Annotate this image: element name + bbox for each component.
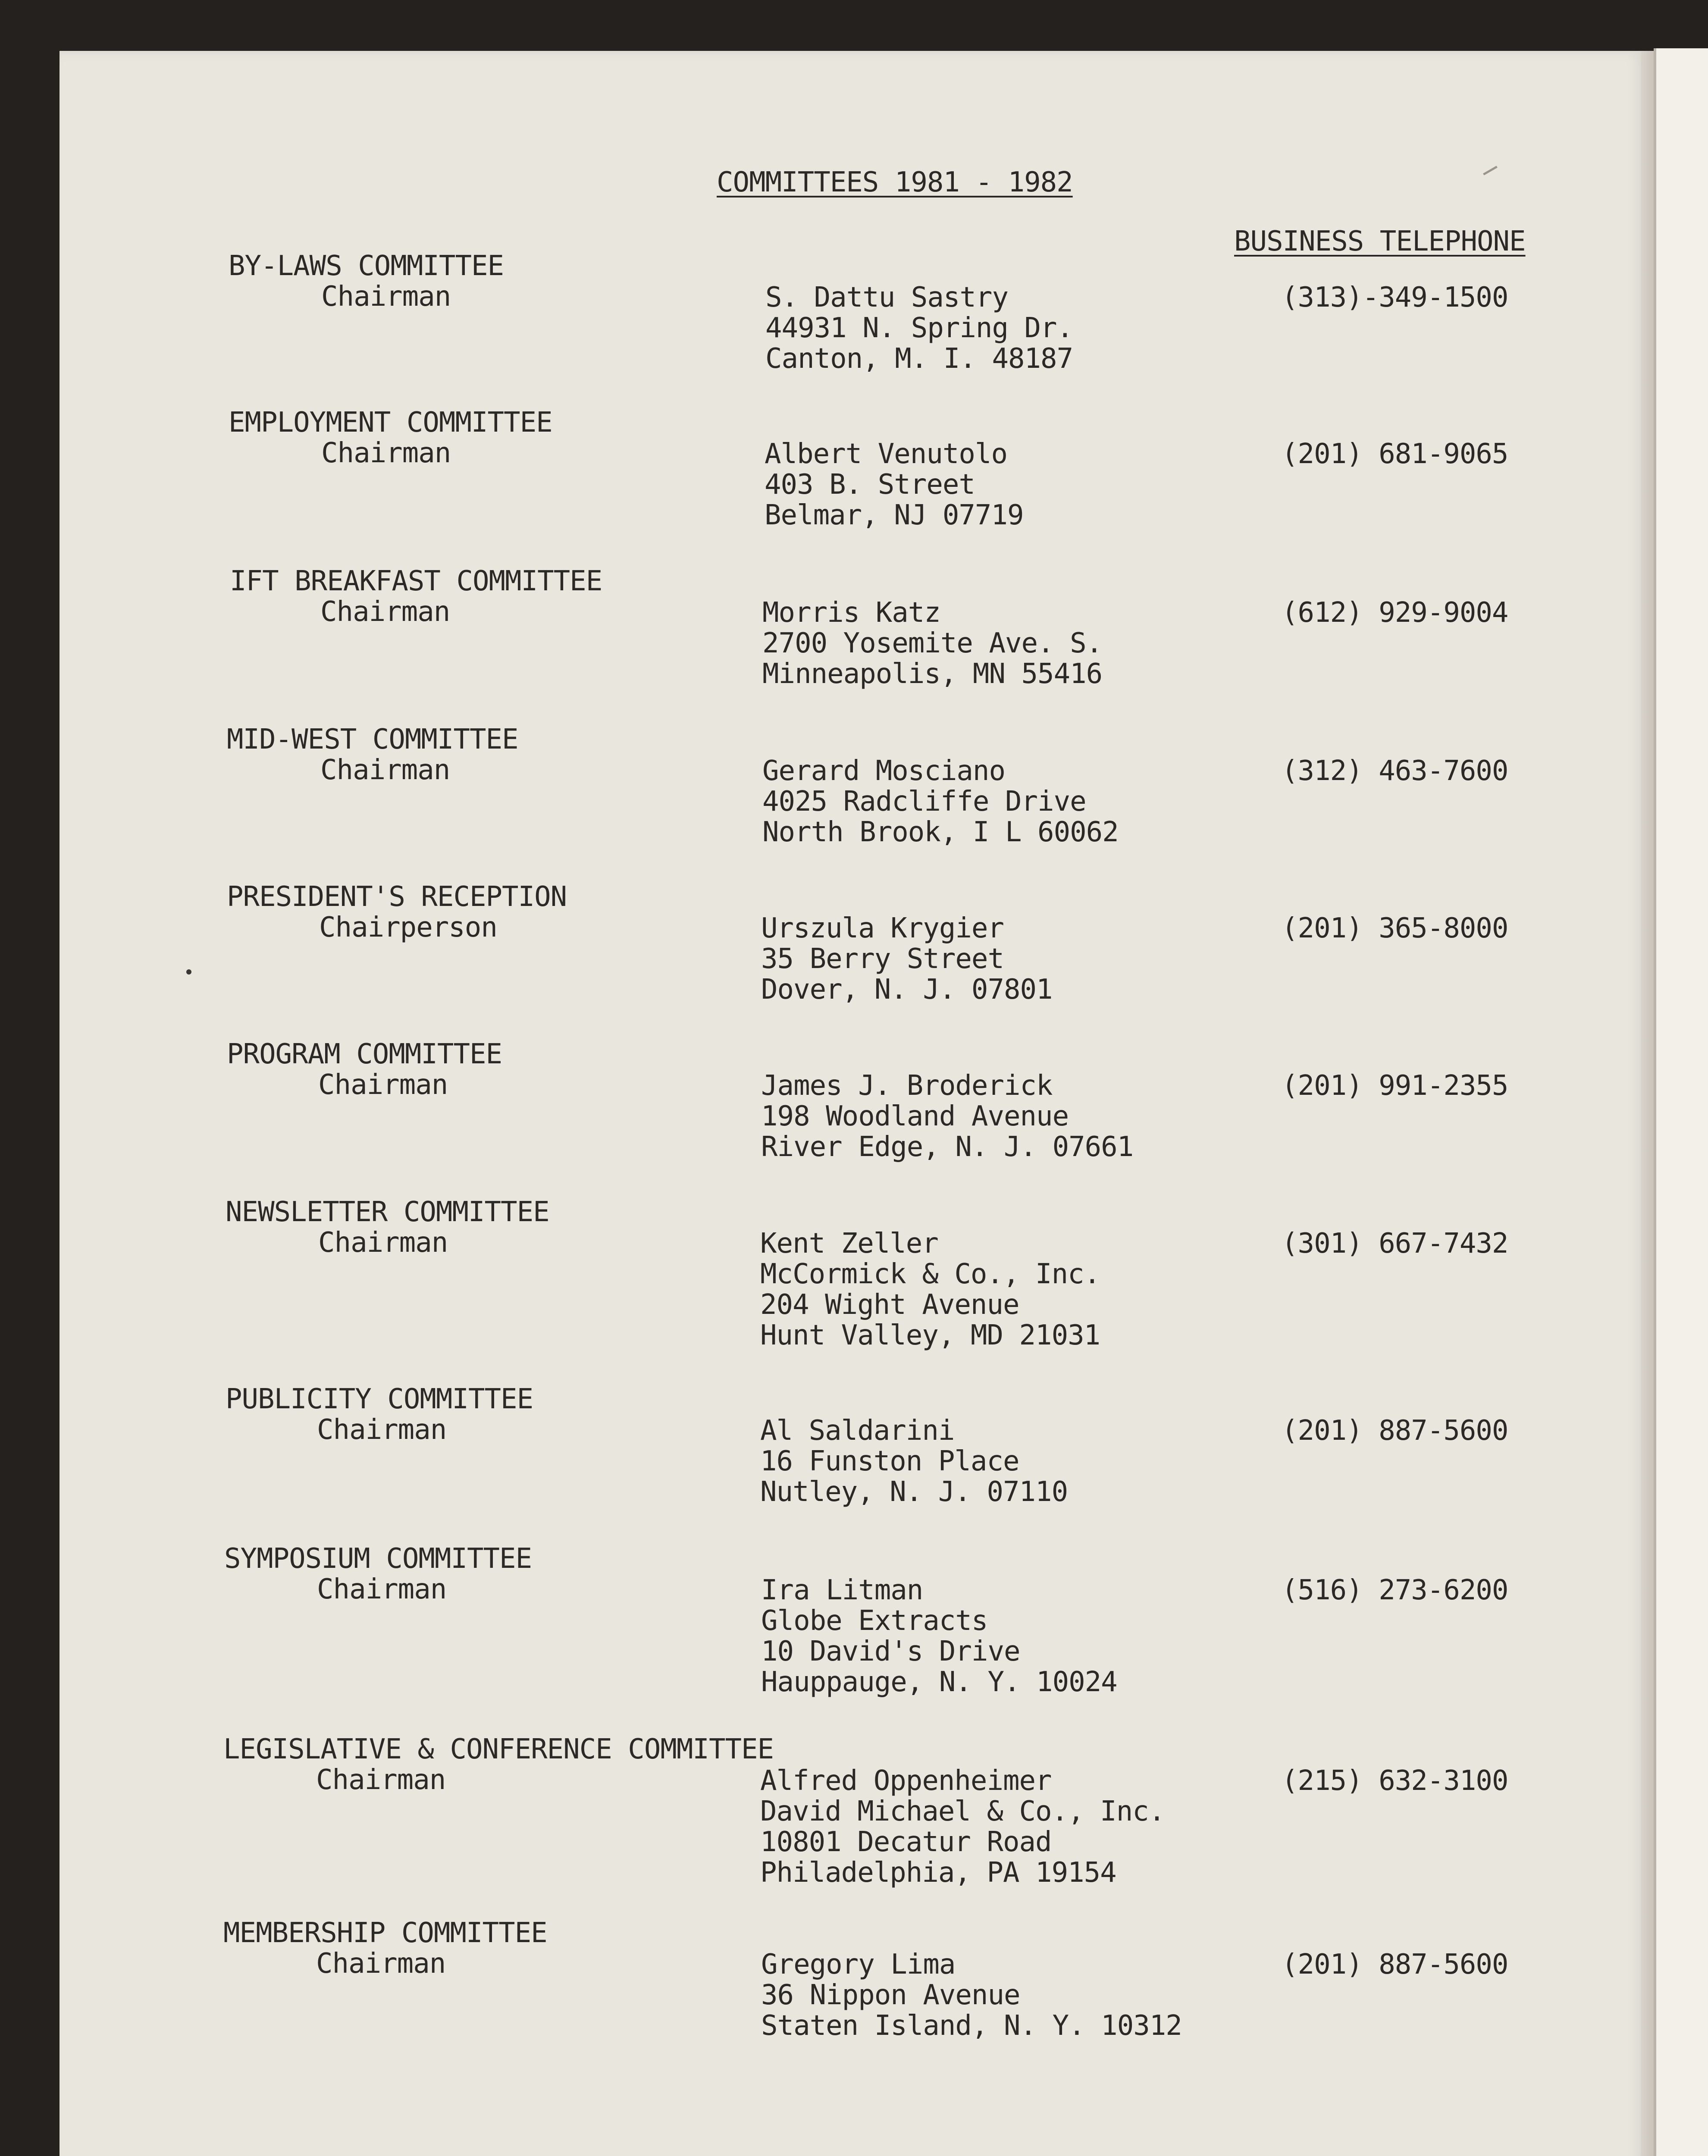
- chair-name: Gregory Lima: [761, 1949, 956, 1981]
- chair-address-line: Globe Extracts: [761, 1605, 988, 1637]
- committee-role: Chairman: [317, 1573, 447, 1605]
- chair-name: Ira Litman: [761, 1574, 923, 1606]
- chair-address-line: 10801 Decatur Road: [760, 1826, 1052, 1858]
- business-telephone: (312) 463-7600: [1282, 755, 1508, 787]
- chair-name: Gerard Mosciano: [762, 755, 1005, 787]
- committee-name: MEMBERSHIP COMMITTEE: [223, 1917, 547, 1949]
- committee-name: EMPLOYMENT COMMITTEE: [229, 407, 552, 439]
- committee-name: IFT BREAKFAST COMMITTEE: [230, 565, 602, 597]
- chair-name: Alfred Oppenheimer: [760, 1765, 1052, 1797]
- committee-name: LEGISLATIVE & CONFERENCE COMMITTEE: [223, 1733, 774, 1765]
- business-telephone: (201) 887-5600: [1282, 1949, 1508, 1981]
- business-telephone: (201) 365-8000: [1282, 912, 1508, 944]
- chair-address-line: Philadelphia, PA 19154: [760, 1857, 1116, 1889]
- chair-address-line: River Edge, N. J. 07661: [761, 1131, 1134, 1163]
- chair-address-line: David Michael & Co., Inc.: [760, 1796, 1165, 1827]
- chair-address-line: Canton, M. I. 48187: [765, 343, 1073, 375]
- paper-speck: [186, 969, 191, 975]
- committee-role: Chairman: [321, 281, 451, 313]
- chair-address-line: 2700 Yosemite Ave. S.: [762, 627, 1103, 659]
- chair-address-line: North Brook, I L 60062: [762, 816, 1119, 848]
- committee-role: Chairman: [316, 1764, 446, 1796]
- chair-address-line: Hauppauge, N. Y. 10024: [761, 1666, 1117, 1698]
- business-telephone: (516) 273-6200: [1282, 1574, 1508, 1606]
- chair-address-line: 4025 Radcliffe Drive: [762, 786, 1086, 818]
- phone-column-header: BUSINESS TELEPHONE: [1234, 226, 1526, 257]
- business-telephone: (201) 681-9065: [1282, 438, 1508, 470]
- committee-name: NEWSLETTER COMMITTEE: [226, 1196, 549, 1228]
- chair-address-line: McCormick & Co., Inc.: [760, 1258, 1100, 1290]
- chair-address-line: 10 David's Drive: [761, 1636, 1020, 1667]
- committee-role: Chairman: [320, 596, 450, 628]
- adjacent-page-edge: [1654, 48, 1708, 2156]
- chair-name: James J. Broderick: [761, 1070, 1053, 1102]
- committee-name: BY-LAWS COMMITTEE: [229, 250, 504, 282]
- chair-address-line: Dover, N. J. 07801: [761, 974, 1053, 1006]
- committee-role: Chairman: [316, 1948, 446, 1980]
- committee-name: SYMPOSIUM COMMITTEE: [224, 1543, 532, 1575]
- committee-name: PUBLICITY COMMITTEE: [226, 1383, 533, 1415]
- chair-address-line: Staten Island, N. Y. 10312: [761, 2010, 1182, 2042]
- chair-name: Al Saldarini: [760, 1415, 955, 1447]
- chair-name: Albert Venutolo: [765, 438, 1007, 470]
- committee-role: Chairman: [321, 437, 451, 469]
- business-telephone: (313)-349-1500: [1282, 282, 1508, 313]
- chair-name: S. Dattu Sastry: [765, 282, 1008, 313]
- chair-address-line: 35 Berry Street: [761, 943, 1004, 975]
- business-telephone: (201) 991-2355: [1282, 1070, 1508, 1102]
- chair-address-line: 44931 N. Spring Dr.: [765, 312, 1073, 344]
- page-edge: [1641, 51, 1654, 2156]
- chair-address-line: 16 Funston Place: [760, 1445, 1019, 1477]
- chair-address-line: 36 Nippon Avenue: [761, 1979, 1020, 2011]
- chair-address-line: Minneapolis, MN 55416: [762, 658, 1103, 690]
- committee-role: Chairman: [320, 754, 450, 786]
- committee-name: PRESIDENT'S RECEPTION: [227, 881, 567, 913]
- chair-name: Kent Zeller: [760, 1228, 938, 1260]
- chair-address-line: Belmar, NJ 07719: [765, 499, 1024, 531]
- committee-role: Chairman: [318, 1227, 448, 1259]
- page-title: COMMITTEES 1981 - 1982: [717, 166, 1073, 198]
- business-telephone: (612) 929-9004: [1282, 597, 1508, 629]
- committee-role: Chairman: [317, 1414, 447, 1446]
- chair-address-line: Hunt Valley, MD 21031: [760, 1319, 1100, 1351]
- chair-address-line: Nutley, N. J. 07110: [760, 1476, 1068, 1508]
- chair-name: Morris Katz: [762, 597, 940, 629]
- committee-role: Chairman: [318, 1069, 448, 1101]
- committee-role: Chairperson: [319, 912, 497, 943]
- chair-address-line: 198 Woodland Avenue: [761, 1100, 1069, 1132]
- business-telephone: (215) 632-3100: [1282, 1765, 1508, 1797]
- business-telephone: (301) 667-7432: [1282, 1228, 1508, 1260]
- committee-name: MID-WEST COMMITTEE: [227, 724, 518, 755]
- business-telephone: (201) 887-5600: [1282, 1415, 1508, 1447]
- chair-name: Urszula Krygier: [761, 912, 1004, 944]
- chair-address-line: 204 Wight Avenue: [760, 1289, 1019, 1321]
- committee-name: PROGRAM COMMITTEE: [227, 1038, 502, 1070]
- chair-address-line: 403 B. Street: [765, 469, 975, 501]
